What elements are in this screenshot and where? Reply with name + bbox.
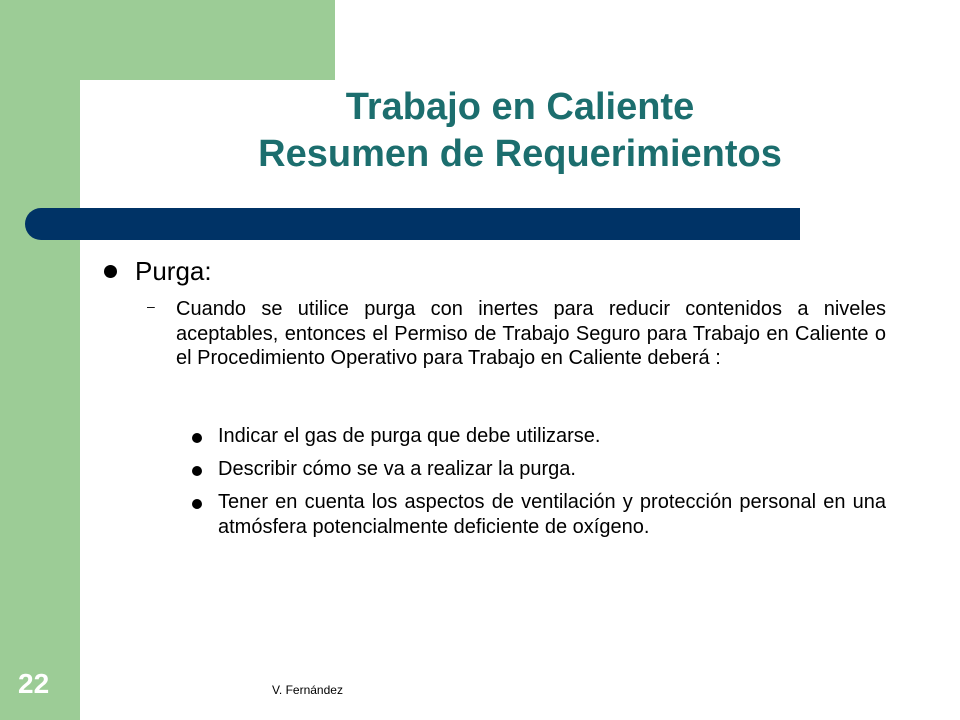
bullet-level1 <box>104 256 212 287</box>
white-corner-curve <box>80 80 150 150</box>
author-footer: V. Fernández <box>272 683 343 697</box>
title-line-2: Resumen de Requerimientos <box>258 133 782 175</box>
bullet-level2-text: Cuando se utilice purga con inertes para reducir contenidos a niveles aceptables, entonces el Permiso de Trabajo Seguro para Trabajo en Caliente o el Procedimiento Operativo para Trabajo en Caliente deberá : <box>176 298 886 369</box>
bullet-dot-icon <box>104 265 117 278</box>
title-line-1: Trabajo en Caliente <box>345 86 695 128</box>
top-green-band <box>0 0 335 80</box>
title-underline-bar <box>25 208 800 240</box>
bullet-level3-item-2: Describir cómo se va a realizar la purga. <box>218 458 576 480</box>
bullet-level3-item-1: Indicar el gas de purga que debe utilizarse. <box>218 425 601 447</box>
dash-marker: – <box>147 298 155 314</box>
bullet-dot-icon <box>192 433 202 443</box>
bullet-dot-icon <box>192 466 202 476</box>
slide-title <box>150 84 890 178</box>
bullet-level1-text: Purga: <box>135 256 212 286</box>
page-number: 22 <box>18 668 50 699</box>
bullet-level3-item-3: Tener en cuenta los aspectos de ventilación y protección personal en una atmósfera potencialmente deficiente de oxígeno. <box>218 491 886 538</box>
bullet-dot-icon <box>192 499 202 509</box>
left-green-band <box>0 0 80 720</box>
